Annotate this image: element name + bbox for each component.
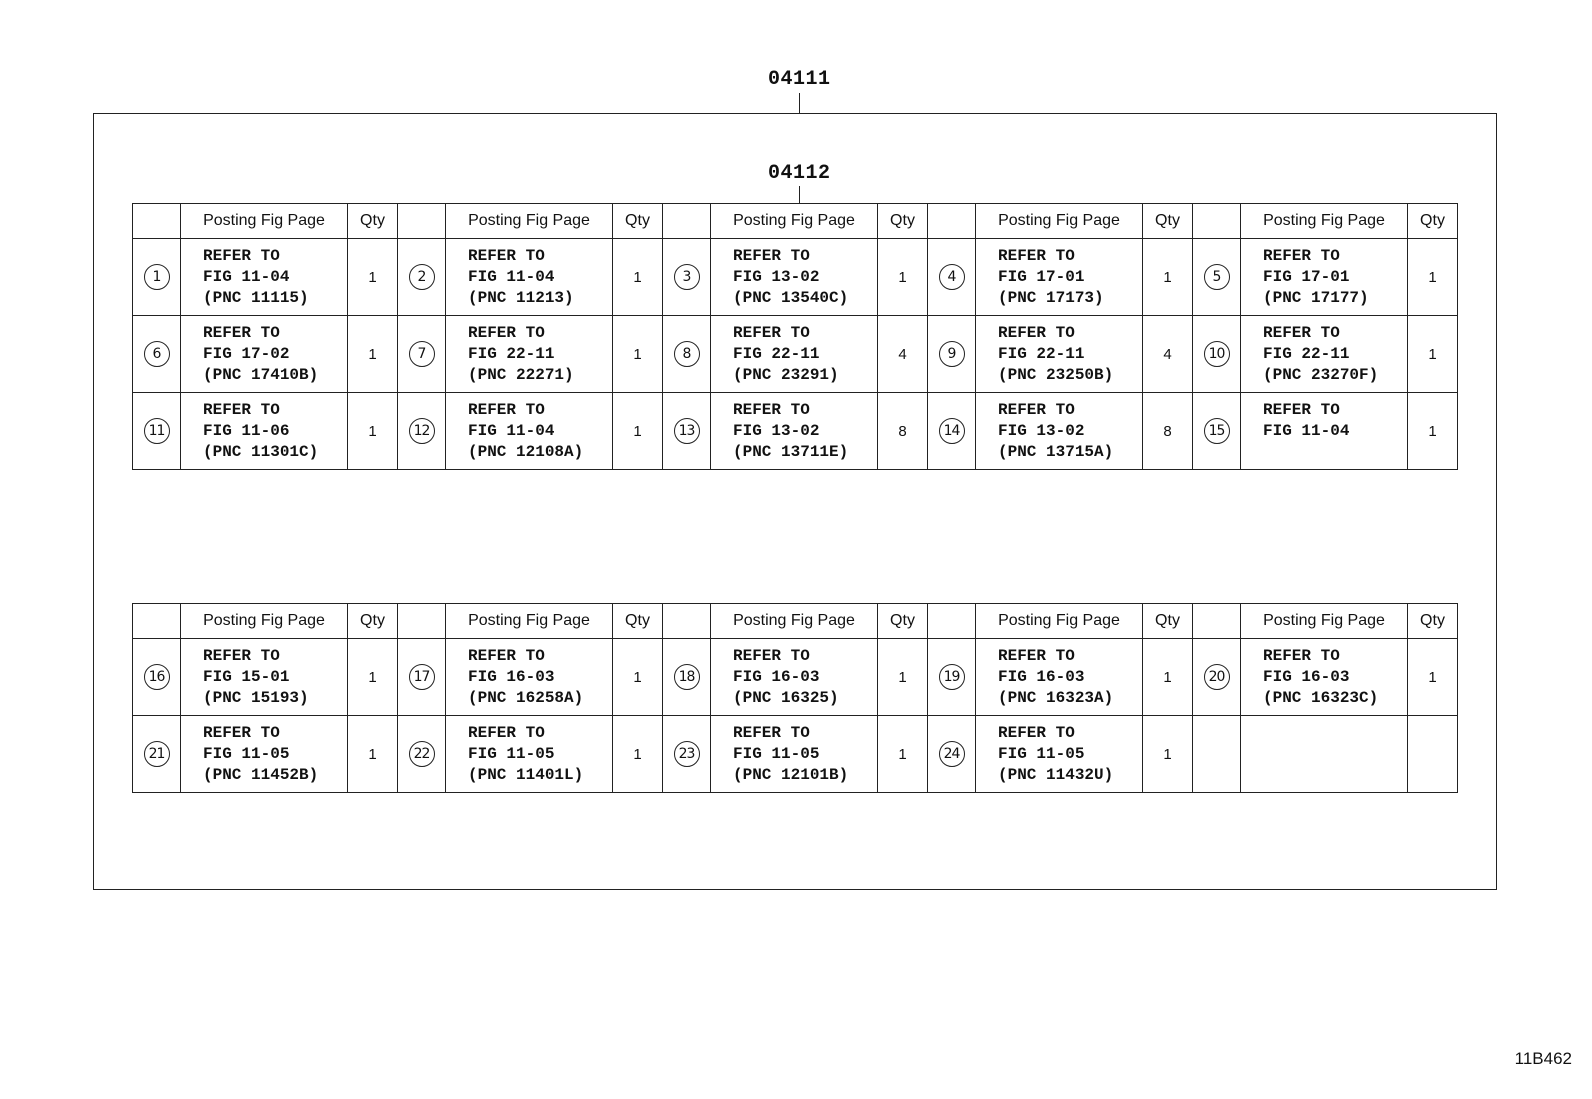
reference-line [1263, 765, 1407, 786]
reference-line: (PNC 22271) [468, 365, 574, 384]
table-header-row [133, 204, 1458, 239]
reference-line: REFER TO [468, 246, 545, 265]
qty-cell: 1 [1143, 716, 1193, 793]
qty-cell: 1 [348, 393, 398, 470]
item-number-cell [1193, 393, 1241, 470]
reference-line: (PNC 17173) [998, 288, 1104, 307]
reference-cell [181, 393, 348, 470]
reference-line: (PNC 16325) [733, 688, 839, 707]
item-number-cell [133, 639, 181, 716]
reference-cell [181, 716, 348, 793]
illustration-code: 11B462 [1514, 1049, 1572, 1068]
reference-line: FIG 22-11 [1263, 344, 1350, 363]
reference-line: REFER TO [468, 323, 545, 342]
reference-line: REFER TO [998, 246, 1075, 265]
reference-cell [711, 393, 878, 470]
reference-line: REFER TO [203, 723, 280, 742]
reference-line: (PNC 15193) [203, 688, 309, 707]
item-number-badge: 17 [409, 664, 435, 690]
item-number-cell [1193, 239, 1241, 316]
item-number-badge: 19 [939, 664, 965, 690]
qty-cell: 1 [1408, 316, 1458, 393]
qty-cell: 1 [613, 639, 663, 716]
posting-header: Posting Fig Page [711, 204, 878, 239]
reference-line: FIG 11-04 [1263, 421, 1350, 440]
item-number-badge: 18 [674, 664, 700, 690]
reference-cell [976, 716, 1143, 793]
reference-line: REFER TO [1263, 646, 1340, 665]
table-1-body [133, 239, 1458, 470]
reference-cell [446, 393, 613, 470]
qty-header: Qty [348, 604, 398, 639]
item-number-cell [663, 239, 711, 316]
reference-line: FIG 16-03 [733, 667, 820, 686]
item-number-cell [928, 716, 976, 793]
qty-cell: 1 [878, 716, 928, 793]
reference-line: FIG 11-05 [203, 744, 290, 763]
table-row [133, 239, 1458, 316]
item-number-cell [398, 716, 446, 793]
reference-line: REFER TO [733, 723, 810, 742]
reference-cell [446, 316, 613, 393]
qty-cell: 1 [613, 239, 663, 316]
item-number-cell [1193, 316, 1241, 393]
item-number-badge: 3 [674, 264, 700, 290]
number-header [133, 604, 181, 639]
posting-header: Posting Fig Page [976, 204, 1143, 239]
reference-line: FIG 22-11 [468, 344, 555, 363]
qty-cell: 1 [1143, 639, 1193, 716]
qty-cell: 1 [1408, 639, 1458, 716]
reference-line: REFER TO [203, 400, 280, 419]
posting-header: Posting Fig Page [181, 604, 348, 639]
reference-cell [976, 316, 1143, 393]
table-row [133, 316, 1458, 393]
reference-cell [446, 239, 613, 316]
number-header [928, 604, 976, 639]
reference-line: (PNC 16323C) [1263, 688, 1379, 707]
reference-line: REFER TO [998, 723, 1075, 742]
reference-line: (PNC 11301C) [203, 442, 319, 461]
item-number-badge: 14 [939, 418, 965, 444]
reference-line: REFER TO [203, 323, 280, 342]
qty-cell: 1 [1143, 239, 1193, 316]
reference-line: (PNC 23250B) [998, 365, 1114, 384]
reference-cell [976, 239, 1143, 316]
reference-line: REFER TO [468, 400, 545, 419]
reference-cell [446, 716, 613, 793]
reference-line: (PNC 17177) [1263, 288, 1369, 307]
item-number-cell [133, 239, 181, 316]
item-number-cell [133, 316, 181, 393]
reference-line [1263, 723, 1407, 744]
number-header [133, 204, 181, 239]
reference-line: REFER TO [1263, 400, 1340, 419]
posting-header: Posting Fig Page [181, 204, 348, 239]
reference-line: FIG 16-03 [998, 667, 1085, 686]
table-header-row [133, 604, 1458, 639]
table-row [133, 716, 1458, 793]
reference-line: REFER TO [1263, 323, 1340, 342]
reference-line: FIG 11-04 [468, 267, 555, 286]
item-number-cell [398, 316, 446, 393]
reference-cell [711, 716, 878, 793]
reference-line [1263, 744, 1407, 765]
reference-line: (PNC 11401L) [468, 765, 584, 784]
reference-line: (PNC 16258A) [468, 688, 584, 707]
qty-cell: 1 [878, 239, 928, 316]
qty-header: Qty [348, 204, 398, 239]
reference-cell [1241, 316, 1408, 393]
item-number-cell [928, 239, 976, 316]
posting-header: Posting Fig Page [446, 204, 613, 239]
item-number-badge: 12 [409, 418, 435, 444]
item-number-badge: 23 [674, 741, 700, 767]
item-number-cell [1193, 716, 1241, 793]
posting-header: Posting Fig Page [446, 604, 613, 639]
qty-cell: 4 [878, 316, 928, 393]
item-number-badge: 13 [674, 418, 700, 444]
reference-cell [711, 239, 878, 316]
table-2-body [133, 639, 1458, 793]
reference-line: REFER TO [733, 246, 810, 265]
reference-line: FIG 17-01 [1263, 267, 1350, 286]
qty-header: Qty [878, 604, 928, 639]
reference-cell [181, 316, 348, 393]
item-number-cell [1193, 639, 1241, 716]
reference-line: FIG 11-04 [468, 421, 555, 440]
qty-header: Qty [613, 604, 663, 639]
reference-line: (PNC 12108A) [468, 442, 584, 461]
reference-line: FIG 22-11 [998, 344, 1085, 363]
item-number-badge: 22 [409, 741, 435, 767]
item-number-badge: 4 [939, 264, 965, 290]
item-number-badge: 2 [409, 264, 435, 290]
item-number-cell [398, 239, 446, 316]
posting-header: Posting Fig Page [976, 604, 1143, 639]
reference-line: (PNC 11213) [468, 288, 574, 307]
reference-line: FIG 16-03 [1263, 667, 1350, 686]
item-number-cell [398, 639, 446, 716]
item-number-cell [663, 716, 711, 793]
number-header [663, 204, 711, 239]
reference-line: FIG 22-11 [733, 344, 820, 363]
reference-line: FIG 15-01 [203, 667, 290, 686]
reference-line: (PNC 13540C) [733, 288, 849, 307]
qty-cell: 1 [348, 716, 398, 793]
reference-line: REFER TO [998, 323, 1075, 342]
item-number-badge: 21 [144, 741, 170, 767]
item-number-badge: 5 [1204, 264, 1230, 290]
reference-line: (PNC 13715A) [998, 442, 1114, 461]
reference-line: REFER TO [468, 723, 545, 742]
outer-leader-line [799, 93, 800, 113]
posting-header: Posting Fig Page [1241, 604, 1408, 639]
reference-cell [1241, 239, 1408, 316]
reference-line: (PNC 23270F) [1263, 365, 1379, 384]
reference-line: FIG 13-02 [733, 421, 820, 440]
qty-header: Qty [878, 204, 928, 239]
qty-cell: 1 [1408, 393, 1458, 470]
item-number-cell [663, 316, 711, 393]
item-number-badge: 11 [144, 418, 170, 444]
reference-line: (PNC 12101B) [733, 765, 849, 784]
item-number-cell [928, 316, 976, 393]
qty-cell [1408, 716, 1458, 793]
qty-cell: 1 [613, 393, 663, 470]
reference-line: FIG 13-02 [733, 267, 820, 286]
reference-line: REFER TO [733, 400, 810, 419]
number-header [928, 204, 976, 239]
qty-cell: 8 [1143, 393, 1193, 470]
item-number-cell [663, 639, 711, 716]
number-header [398, 604, 446, 639]
number-header [1193, 604, 1241, 639]
parts-table-1 [132, 203, 1458, 470]
reference-line: FIG 17-01 [998, 267, 1085, 286]
qty-cell: 1 [613, 316, 663, 393]
table-row [133, 639, 1458, 716]
reference-line: FIG 11-06 [203, 421, 290, 440]
reference-line: REFER TO [203, 646, 280, 665]
reference-line: FIG 17-02 [203, 344, 290, 363]
item-number-badge: 16 [144, 664, 170, 690]
qty-cell: 1 [1408, 239, 1458, 316]
outer-assembly-label: 04111 [768, 68, 831, 91]
qty-cell: 1 [348, 316, 398, 393]
reference-line: FIG 11-05 [733, 744, 820, 763]
reference-line: (PNC 13711E) [733, 442, 849, 461]
item-number-cell [663, 393, 711, 470]
qty-cell: 1 [878, 639, 928, 716]
item-number-badge: 1 [144, 264, 170, 290]
reference-line: FIG 11-04 [203, 267, 290, 286]
item-number-badge: 6 [144, 341, 170, 367]
number-header [1193, 204, 1241, 239]
reference-cell [711, 639, 878, 716]
reference-line: REFER TO [468, 646, 545, 665]
item-number-cell [133, 716, 181, 793]
item-number-badge: 20 [1204, 664, 1230, 690]
posting-header: Posting Fig Page [1241, 204, 1408, 239]
qty-header: Qty [613, 204, 663, 239]
item-number-badge: 9 [939, 341, 965, 367]
reference-line: REFER TO [733, 323, 810, 342]
reference-cell [1241, 639, 1408, 716]
reference-line: FIG 13-02 [998, 421, 1085, 440]
reference-line: (PNC 11115) [203, 288, 309, 307]
item-number-badge: 10 [1204, 341, 1230, 367]
reference-line: (PNC 11452B) [203, 765, 319, 784]
reference-line: (PNC 23291) [733, 365, 839, 384]
reference-cell [446, 639, 613, 716]
item-number-cell [928, 393, 976, 470]
reference-line: REFER TO [203, 246, 280, 265]
item-number-badge: 7 [409, 341, 435, 367]
qty-header: Qty [1408, 204, 1458, 239]
table-row [133, 393, 1458, 470]
reference-line: (PNC 16323A) [998, 688, 1114, 707]
qty-header: Qty [1143, 204, 1193, 239]
qty-header: Qty [1143, 604, 1193, 639]
reference-cell [976, 393, 1143, 470]
reference-line: FIG 16-03 [468, 667, 555, 686]
reference-cell [181, 639, 348, 716]
item-number-badge: 24 [939, 741, 965, 767]
reference-line: FIG 11-05 [468, 744, 555, 763]
item-number-badge: 8 [674, 341, 700, 367]
item-number-cell [928, 639, 976, 716]
qty-cell: 1 [348, 239, 398, 316]
parts-table-2 [132, 603, 1458, 793]
qty-header: Qty [1408, 604, 1458, 639]
reference-cell [1241, 393, 1408, 470]
qty-cell: 8 [878, 393, 928, 470]
reference-cell [1241, 716, 1408, 793]
reference-line: FIG 11-05 [998, 744, 1085, 763]
number-header [398, 204, 446, 239]
qty-cell: 1 [613, 716, 663, 793]
item-number-badge: 15 [1204, 418, 1230, 444]
posting-header: Posting Fig Page [711, 604, 878, 639]
reference-cell [976, 639, 1143, 716]
reference-line: REFER TO [733, 646, 810, 665]
inner-leader-line [799, 186, 800, 204]
reference-line: REFER TO [1263, 246, 1340, 265]
item-number-cell [398, 393, 446, 470]
reference-line: REFER TO [998, 400, 1075, 419]
qty-cell: 4 [1143, 316, 1193, 393]
reference-line: (PNC 11432U) [998, 765, 1114, 784]
number-header [663, 604, 711, 639]
reference-cell [181, 239, 348, 316]
reference-line [1263, 442, 1407, 463]
reference-cell [711, 316, 878, 393]
qty-cell: 1 [348, 639, 398, 716]
reference-line: (PNC 17410B) [203, 365, 319, 384]
reference-line: REFER TO [998, 646, 1075, 665]
item-number-cell [133, 393, 181, 470]
inner-assembly-label: 04112 [768, 162, 831, 185]
